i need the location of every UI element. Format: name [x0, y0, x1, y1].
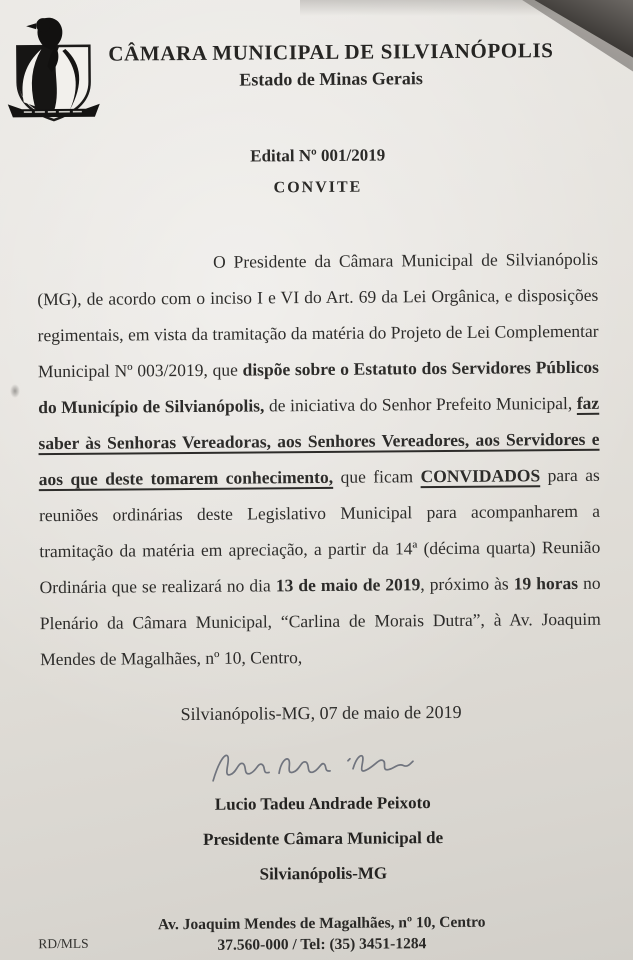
body-segment: , próximo às — [420, 573, 514, 595]
edital-number: Edital Nº 001/2019 — [250, 145, 386, 166]
body-segment: 19 horas — [513, 572, 579, 594]
signer-role-line2: Silvianópolis-MG — [259, 863, 388, 884]
body-segment: faz saber às Senhoras Vereadoras, aos Senhores Vereadores, aos Servidores e aos que deste tomarem conhecimento, — [38, 392, 600, 490]
coat-of-arms-icon — [5, 16, 102, 127]
body-segment: 13 de maio de 2019 — [275, 574, 421, 596]
body-segment: de iniciativa do Senhor Prefeito Municipal, — [264, 392, 577, 416]
body-segment: CONVIDADOS — [420, 465, 541, 487]
org-subtitle: Estado de Minas Gerais — [239, 68, 423, 90]
body-paragraph — [37, 241, 601, 677]
document-title: CONVITE — [273, 178, 363, 197]
body-segment: para as reuniões ordinárias deste Legislativo Municipal para acompanharem a tramitação da matéria em apreciação, a partir da 14ª (décima quarta) Reunião Ordinária que se realizará no dia — [38, 464, 601, 598]
body-segment: O Presidente da Câmara Municipal de Silvianópolis (MG), de acordo com o inciso I e VI do Art. 69 da Lei Orgânica, e disposições regimentais, em vista da tramitação da matéria do Projeto de Lei Complementar Municipal Nº 003/2019, que — [37, 248, 599, 382]
dateline: Silvianópolis-MG, 07 de maio de 2019 — [180, 701, 462, 725]
handwritten-signature — [207, 745, 422, 787]
body-segment: no Plenário da Câmara Municipal, “Carlina de Morais Dutra”, à Av. Joaquim Mendes de Magalhães, nº 10, Centro, — [39, 572, 601, 670]
document-footer — [4, 910, 633, 957]
signer-name: Lucio Tadeu Andrade Peixoto — [214, 793, 431, 814]
body-segment: dispõe sobre o Estatuto dos Servidores Públicos do Município de Silvianópolis, — [38, 356, 599, 418]
body-segment: que ficam — [333, 466, 421, 487]
signature-block — [3, 744, 633, 894]
typist-initials: RD/MLS — [38, 935, 89, 952]
org-name: CÂMARA MUNICIPAL DE SILVIANÓPOLIS — [108, 38, 554, 66]
footer-phone: 37.560-000 / Tel: (35) 3451-1284 — [217, 935, 427, 954]
signer-role-line1: Presidente Câmara Municipal de — [202, 828, 444, 849]
footer-address: Av. Joaquim Mendes de Magalhães, nº 10, Centro — [157, 913, 486, 934]
